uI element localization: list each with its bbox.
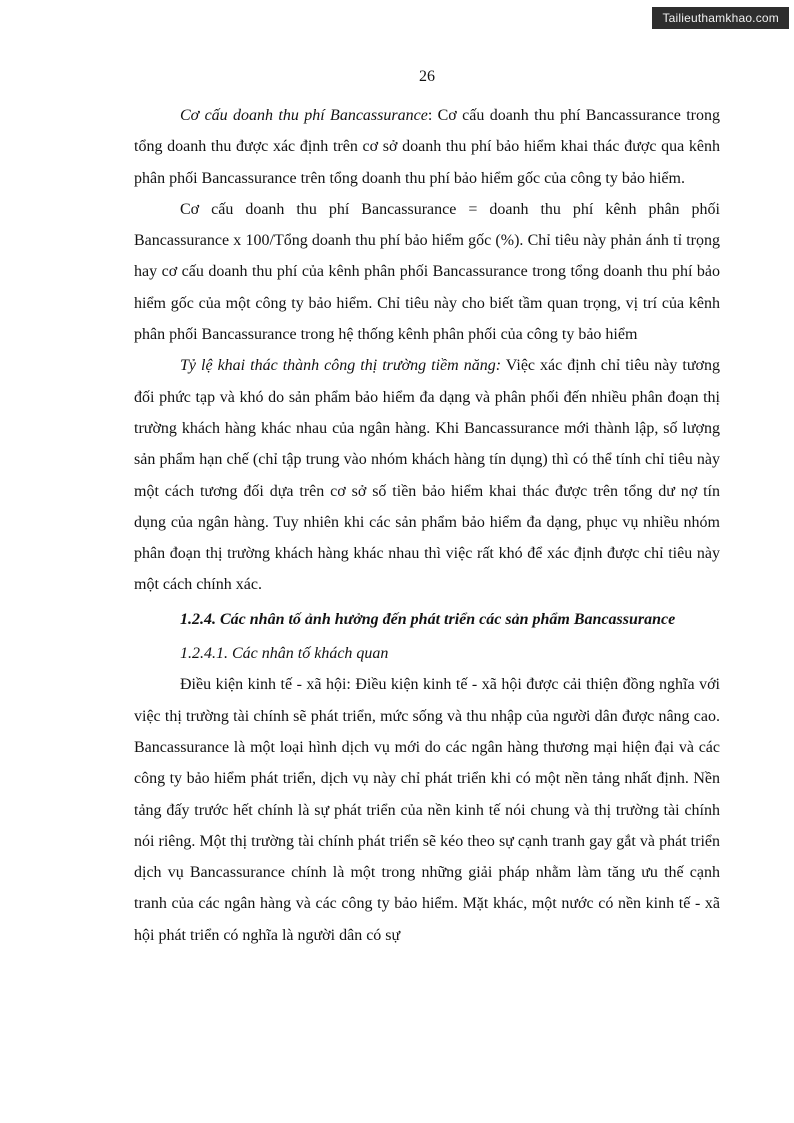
paragraph-lead-italic: Cơ cấu doanh thu phí Bancassurance (180, 107, 428, 124)
subsection-heading-1-2-4-1: 1.2.4.1. Các nhân tố khách quan (180, 645, 389, 663)
paragraph-market-exploitation-rate (134, 350, 720, 600)
site-watermark: Tailieuthamkhao.com (652, 7, 789, 29)
paragraph-phi-structure-definition (134, 100, 720, 194)
paragraph-phi-structure-formula (134, 194, 720, 350)
paragraph-lead-italic: Tỷ lệ khai thác thành công thị trường tiềm năng: (180, 357, 502, 375)
paragraph-text: Cơ cấu doanh thu phí Bancassurance = doanh thu phí kênh phân phối Bancassurance x 100/Tổng doanh thu phí bảo hiểm gốc (%). Chỉ tiêu này phản ánh tỉ trọng hay cơ cấu doanh thu phí của kênh phân phối Bancassurance trong tổng doanh thu phí bảo hiểm gốc của một công ty bảo hiểm. Chỉ tiêu này cho biết tầm quan trọng, vị trí của kênh phân phối Bancassurance trong hệ thống kênh phân phối của công ty bảo hiểm (134, 200, 720, 344)
paragraph-text: Việc xác định chỉ tiêu này tương đối phức tạp và khó do sản phẩm bảo hiểm đa dạng và phân phối đến nhiều phân đoạn thị trường khách hàng khác nhau của ngân hàng. Khi Bancassurance mới thành lập, số lượng sản phẩm hạn chế (chỉ tập trung vào nhóm khách hàng tín dụng) thì có thể tính chỉ tiêu này một cách tương đối dựa trên cơ sở số tiền bảo hiểm khai thác được trên tổng dư nợ tín dụng của ngân hàng. Tuy nhiên khi các sản phẩm bảo hiểm đa dạng, phục vụ nhiều nhóm phân đoạn thị trường khách hàng khác nhau thì việc rất khó để xác định được chỉ tiêu này một cách chính xác. (134, 357, 721, 594)
paragraph-text: : Cơ cấu doanh thu phí Bancassurance trong tổng doanh thu được xác định trên cơ sở doanh thu phí bảo hiểm khai thác được qua kênh phân phối Bancassurance trên tổng doanh thu phí bảo hiểm gốc của công ty bảo hiểm. (134, 107, 721, 187)
paragraph-text: Điều kiện kinh tế - xã hội: Điều kiện kinh tế - xã hội được cải thiện đồng nghĩa với việc thị trường tài chính sẽ phát triển, mức sống và thu nhập của người dân được nâng cao. Bancassurance là một loại hình dịch vụ mới do các ngân hàng thương mại hiện đại và các công ty bảo hiểm phát triển, dịch vụ này chỉ phát triển khi có một nền tảng nhất định. Nền tảng đấy trước hết chính là sự phát triển của nền kinh tế nói chung và thị trường tài chính nói riêng. Một thị trường tài chính phát triển sẽ kéo theo sự cạnh tranh gay gắt và phát triển dịch vụ Bancassurance chính là một trong những giải pháp nhằm làm tăng ưu thế cạnh tranh của các ngân hàng và các công ty bảo hiểm. Mặt khác, một nước có nền kinh tế - xã hội phát triển có nghĩa là người dân có sự (134, 676, 720, 944)
document-content (134, 100, 720, 951)
page-number: 26 (419, 68, 435, 85)
paragraph-economic-social-conditions (134, 669, 720, 951)
section-heading-1-2-4: 1.2.4. Các nhân tố ảnh hưởng đến phát triển các sản phẩm Bancassurance (180, 610, 676, 628)
